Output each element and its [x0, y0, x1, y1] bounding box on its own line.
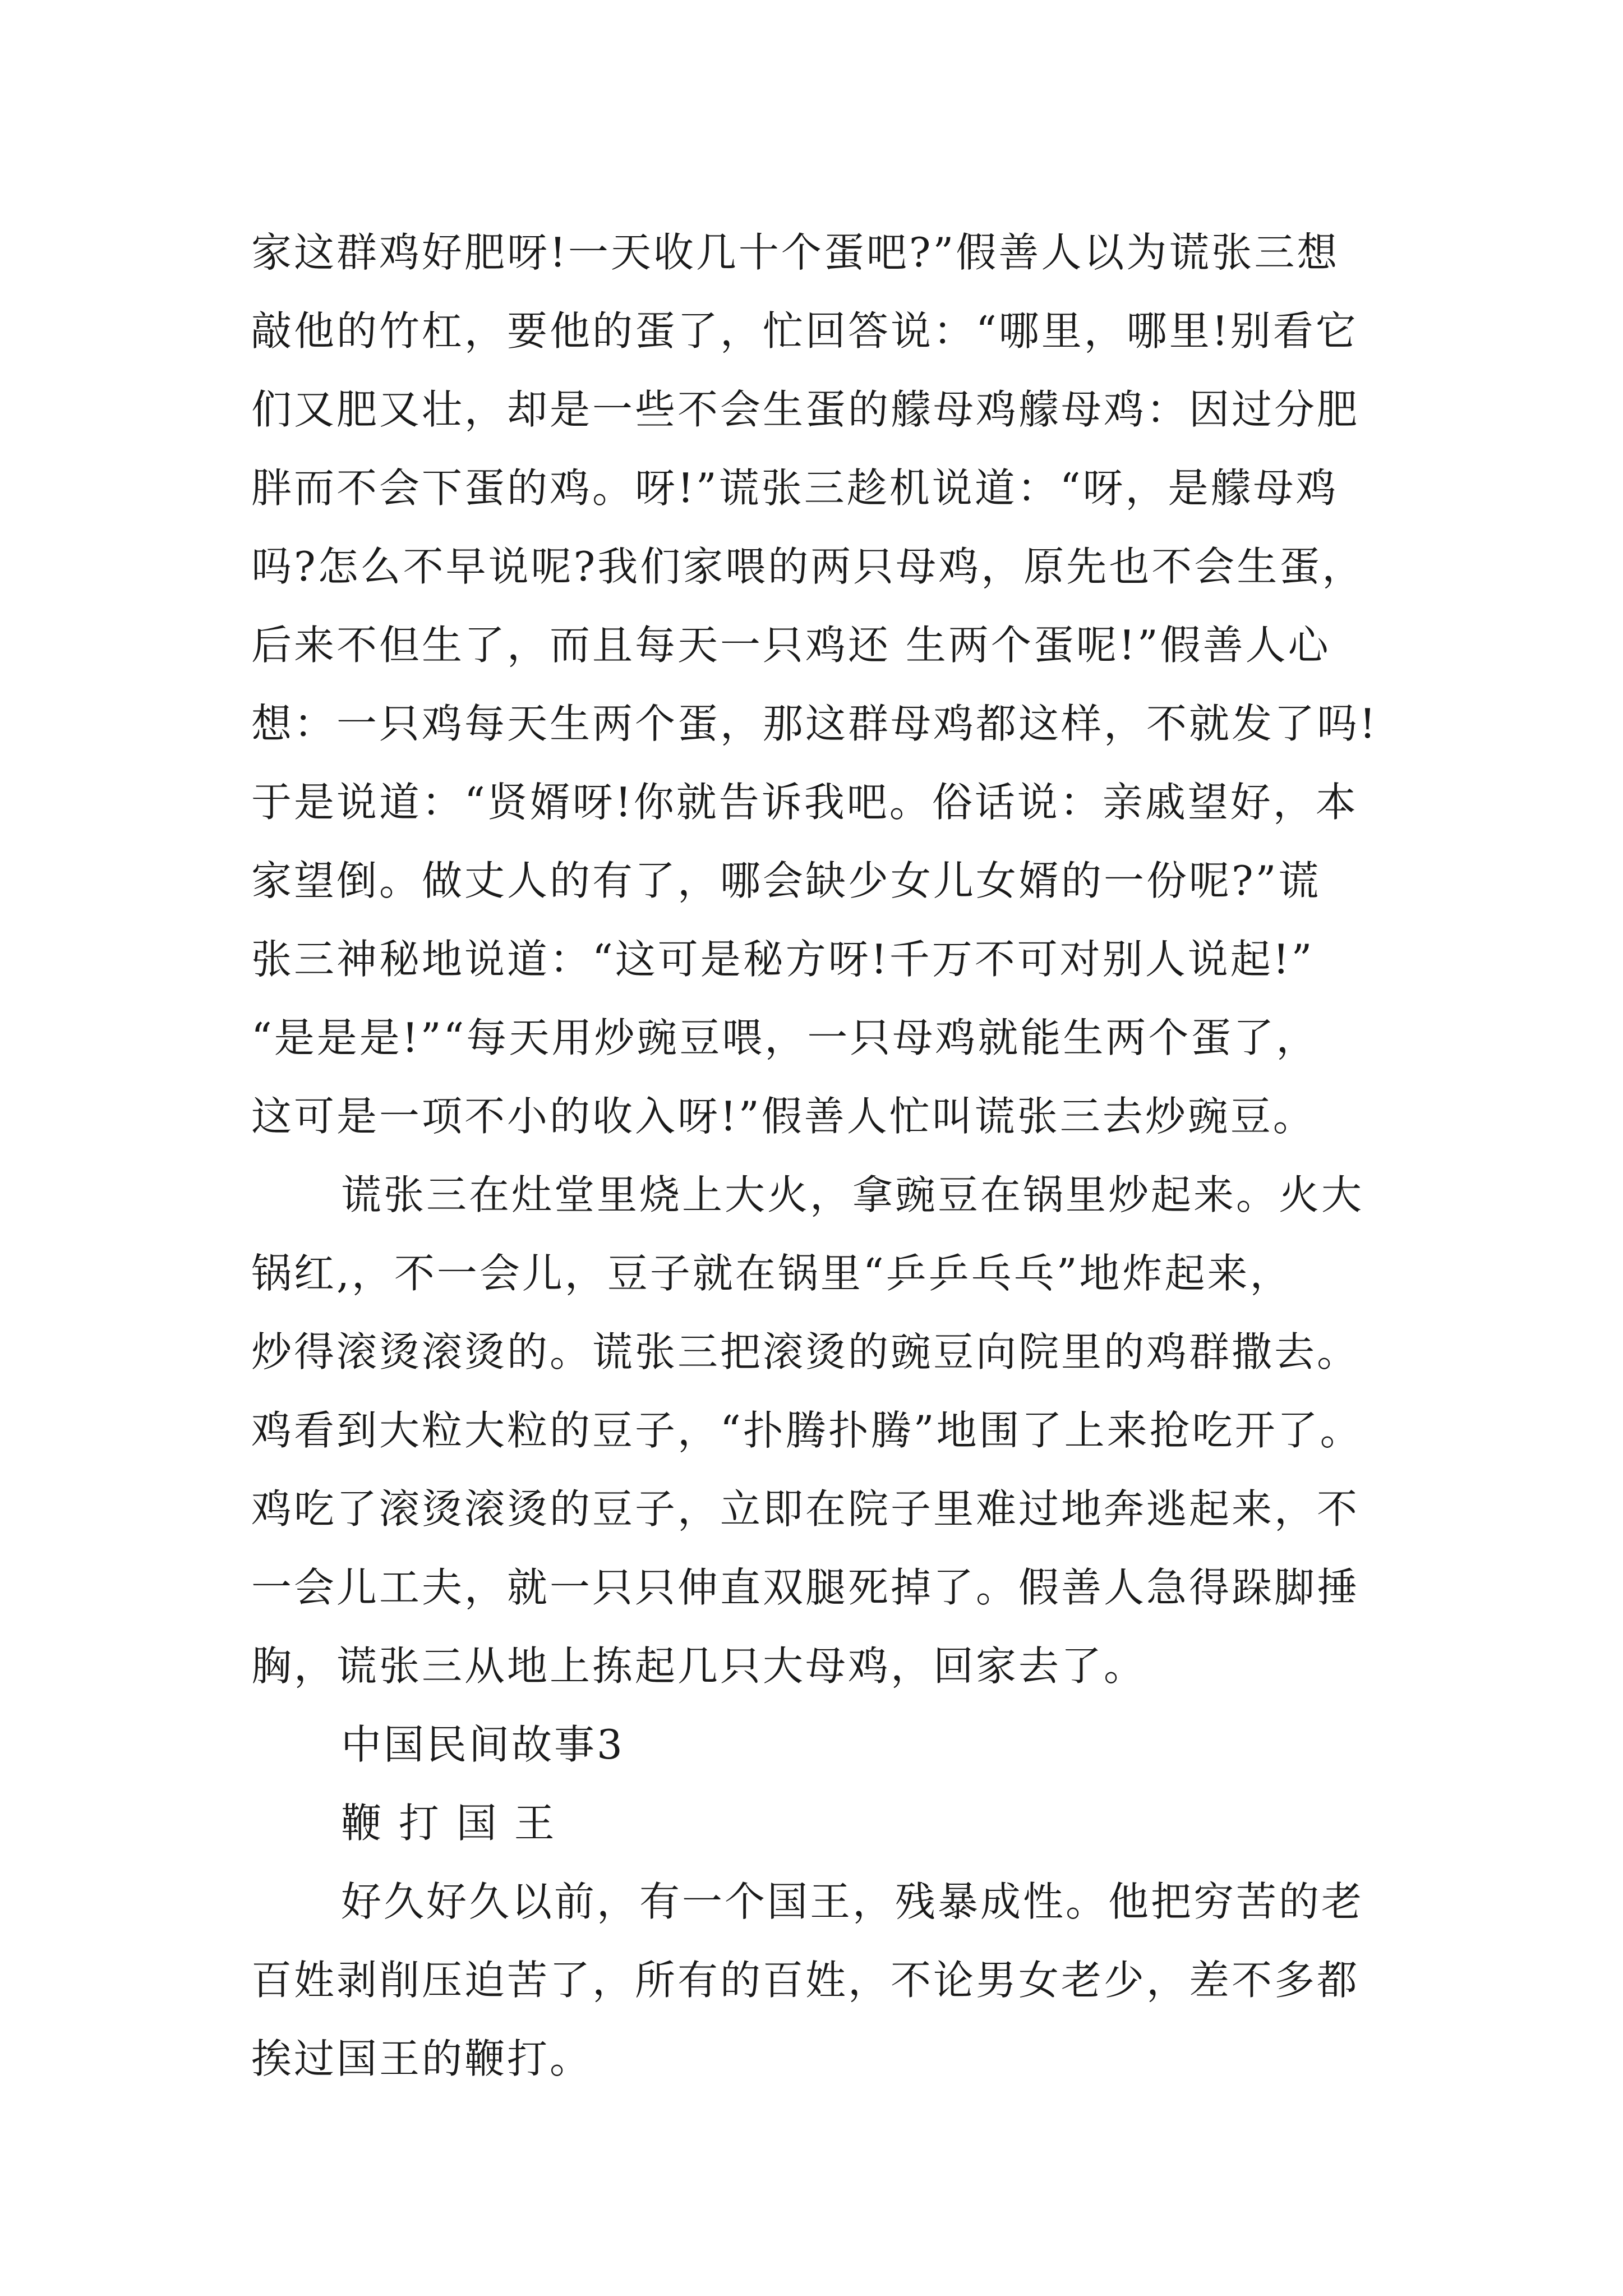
- text-line: “是是是!”“每天用炒豌豆喂，一只母鸡就能生两个蛋了，: [251, 1014, 1319, 1061]
- text-line: 吗?怎么不早说呢?我们家喂的两只母鸡，原先也不会生蛋，: [251, 543, 1365, 590]
- text-line: 炒得滚烫滚烫的。谎张三把滚烫的豌豆向院里的鸡群撒去。: [251, 1328, 1360, 1375]
- text-line: 这可是一项不小的收入呀!”假善人忙叫谎张三去炒豌豆。: [251, 1093, 1316, 1140]
- text-line: 于是说道：“贤婿呀!你就告诉我吧。俗话说：亲戚望好，本: [251, 779, 1358, 826]
- text-line: 鸡看到大粒大粒的豆子，“扑腾扑腾”地围了上来抢吃开了。: [251, 1407, 1363, 1454]
- paragraph-start-line: 好久好久以前，有一个国王，残暴成性。他把穷苦的老: [341, 1878, 1364, 1925]
- text-line: 胸，谎张三从地上拣起几只大母鸡，回家去了。: [251, 1642, 1147, 1690]
- text-line: 家这群鸡好肥呀!一天收几十个蛋吧?”假善人以为谎张三想: [251, 229, 1340, 276]
- text-line: 们又肥又壮，却是一些不会生蛋的艨母鸡艨母鸡：因过分肥: [251, 386, 1360, 433]
- section-heading: 中国民间故事3: [341, 1721, 625, 1768]
- text-line: 张三神秘地说道：“这可是秘方呀!千万不可对别人说起!”: [251, 936, 1315, 983]
- text-line: 鸡吃了滚烫滚烫的豆子，立即在院子里难过地奔逃起来，不: [251, 1485, 1360, 1533]
- text-line: 想：一只鸡每天生两个蛋，那这群母鸡都这样，不就发了吗!: [251, 700, 1378, 747]
- story-title: 鞭 打 国 王: [341, 1800, 557, 1847]
- text-line: 锅红,，不一会儿，豆子就在锅里“乒乒乓乓”地炸起来，: [251, 1250, 1293, 1297]
- text-line: 一会儿工夫，就一只只伸直双腿死掉了。假善人急得跺脚捶: [251, 1564, 1360, 1611]
- text-line: 家望倒。做丈人的有了，哪会缺少女儿女婿的一份呢?”谎: [251, 857, 1321, 904]
- text-line: 挨过国王的鞭打。: [251, 2035, 593, 2082]
- document-page: [251, 213, 1390, 2098]
- text-line: 胖而不会下蛋的鸡。呀!”谎张三趁机说道：“呀，是艨母鸡: [251, 464, 1339, 512]
- text-line: 百姓剥削压迫苦了，所有的百姓，不论男女老少，差不多都: [251, 1957, 1360, 2004]
- text-line: 后来不但生了，而且每天一只鸡还 生两个蛋呢!”假善人心: [251, 622, 1331, 669]
- paragraph-start-line: 谎张三在灶堂里烧上大火，拿豌豆在锅里炒起来。火大: [341, 1171, 1364, 1218]
- text-line: 敲他的竹杠，要他的蛋了，忙回答说：“哪里，哪里!别看它: [251, 307, 1358, 355]
